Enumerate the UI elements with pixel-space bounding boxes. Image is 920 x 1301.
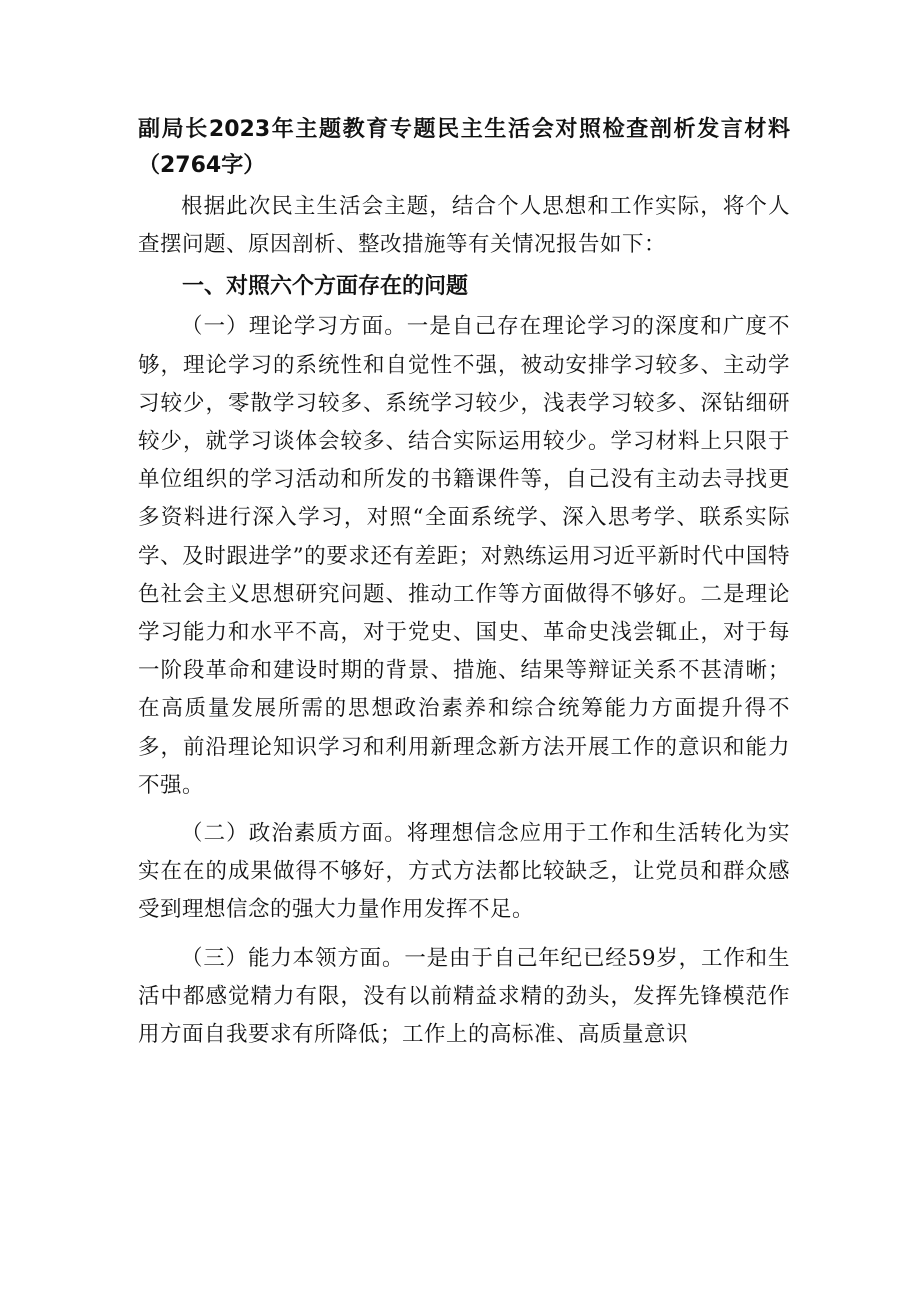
paragraph-political-quality: （二）政治素质方面。将理想信念应用于工作和生活转化为实实在在的成果做得不够好，方式方法都比较缺乏，让党员和群众感受到理想信念的强大力量作用发挥不足。 [138, 821, 790, 923]
intro-paragraph: 根据此次民主生活会主题，结合个人思想和工作实际，将个人查摆问题、原因剖析、整改措施等有关情况报告如下： [138, 194, 790, 258]
paragraph-theory-study: （一）理论学习方面。一是自己存在理论学习的深度和广度不够，理论学习的系统性和自觉性不强，被动安排学习较多、主动学习较少，零散学习较多、系统学习较少，浅表学习较多、深钻细研较少，就学习谈体会较多、结合实际运用较少。学习材料上只限于单位组织的学习活动和所发的书籍课件等，自己没有主动去寻找更多资料进行深入学习，对照“全面系统学、深入思考学、联系实际学、及时跟进学”的要求还有差距；对熟练运用习近平新时代中国特色社会主义思想研究问题、推动工作等方面做得不够好。二是理论学习能力和水平不高，对于党史、国史、革命史浅尝辄止，对于每一阶段革命和建设时期的背景、措施、结果等辩证关系不甚清晰；在高质量发展所需的思想政治素养和综合统筹能力方面提升得不多，前沿理论知识学习和利用新理念新方法开展工作的意识和能力不强。 [138, 314, 790, 798]
paragraph-ability: （三）能力本领方面。一是由于自己年纪已经59岁，工作和生活中都感觉精力有限，没有以前精益求精的劲头，发挥先锋模范作用方面自我要求有所降低；工作上的高标准、高质量意识 [138, 945, 790, 1048]
section-heading: 一、对照六个方面存在的问题 [182, 274, 469, 300]
document-page [138, 112, 790, 1054]
document-title: 副局长2023年主题教育专题民主生活会对照检查剖析发言材料（2764字） [138, 117, 790, 178]
